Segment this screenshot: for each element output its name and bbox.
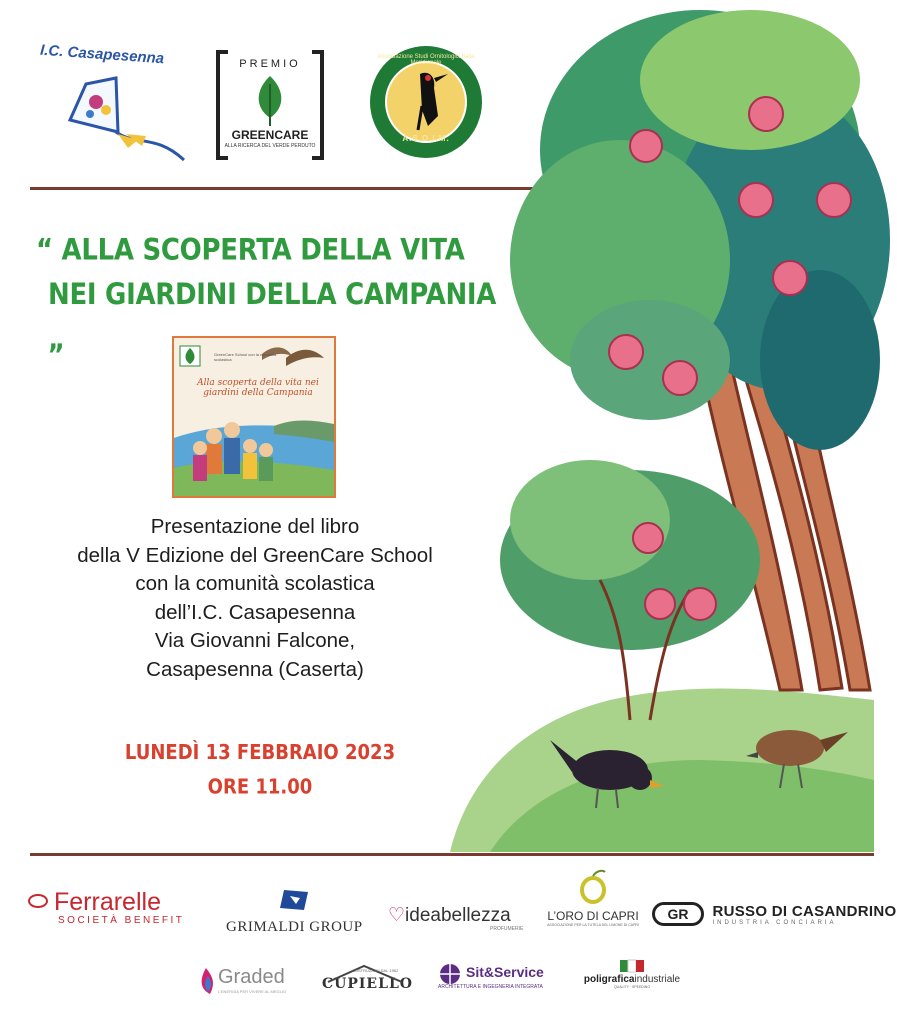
sponsor-sub: INDUSTRIA CONCIARIA: [712, 919, 837, 926]
sponsor-graded: [196, 966, 286, 994]
sponsor-sub: L’ENERGIA PER VIVERE AL MEGLIO: [218, 989, 287, 994]
poligrafica-flag-icon: [620, 960, 644, 976]
sponsor-name: GRIMALDI GROUP: [226, 919, 363, 935]
description-line: Presentazione del libro: [150, 515, 360, 538]
description-line: dell’I.C. Casapesenna: [154, 600, 356, 624]
sponsor-name: ideabellezza: [405, 905, 511, 926]
sponsor-oro-di-capri: [545, 870, 641, 927]
event-datetime: [110, 736, 410, 805]
graded-flame-icon: [196, 966, 218, 996]
logo-ic-casapesenna: [26, 42, 186, 164]
description-line: della V Edizione del GreenCare School: [77, 543, 433, 567]
sponsor-poligrafica: [582, 962, 682, 989]
title-line-1: “ ALLA SCOPERTA DELLA VITA: [36, 233, 465, 268]
description-line: Via Giovanni Falcone,: [154, 629, 356, 652]
event-date: LUNEDÌ 13 FEBBRAIO 2023: [124, 740, 396, 765]
book-header: GreenCare School con la comunità scolastica: [214, 352, 277, 362]
premio-label: PREMIO: [239, 58, 301, 70]
sponsor-ferrarelle: [28, 888, 184, 926]
school-name: I.C. Casapesenna: [39, 41, 165, 68]
sponsor-name: Graded: [218, 966, 285, 988]
kite-icon: [56, 74, 186, 164]
sponsor-russo: [652, 902, 897, 926]
sponsor-sub: ARCHITETTURA E INGEGNERIA INTEGRATA: [438, 984, 543, 990]
greencare-label: GREENCARE: [231, 128, 309, 142]
book-cover: [172, 336, 336, 498]
description-line: con la comunità scolastica: [135, 572, 375, 595]
sponsor-sit-service: [438, 964, 544, 990]
event-time: ORE 11.00: [207, 775, 313, 800]
sponsor-sub: ASSOCIAZIONE PER LA TUTELA DEL LIMONE DI CAPRI: [547, 923, 639, 927]
ferrarelle-logo-icon: [28, 894, 48, 908]
greencare-tagline: ALLA RICERCA DEL VERDE PERDUTO: [224, 143, 316, 149]
cupiello-tag: COSTRUZIONI DAL 1962: [352, 968, 399, 973]
sponsor-name: Ferrarelle: [54, 888, 161, 916]
description-line: Casapesenna (Caserta): [146, 657, 364, 681]
sponsor-name: CUPIELLO: [322, 976, 413, 992]
book-cover-title: Alla scoperta della vita nei giardini della Campania: [197, 378, 319, 398]
sponsor-sub: QUALITY · SPEEDING: [613, 985, 651, 989]
sit-globe-icon: [438, 962, 462, 986]
sponsor-name: RUSSO DI CASANDRINO: [712, 902, 897, 920]
heart-icon: ♡: [388, 905, 406, 926]
sponsor-cupiello: [322, 964, 413, 992]
sponsor-sub: SOCIETÀ BENEFIT: [58, 915, 185, 926]
sponsor-name: Sit&Service: [466, 964, 544, 980]
event-description: [40, 513, 470, 684]
garden-illustration: [450, 0, 874, 852]
sponsor-name-a: poligrafica: [583, 974, 635, 985]
leaf-icon: [253, 74, 287, 126]
sponsor-sub: PROFUMERIE: [490, 926, 524, 932]
lemon-icon: [573, 870, 613, 904]
grimaldi-flag-icon: [276, 888, 312, 912]
title-line-2: NEI GIARDINI DELLA CAMPANIA „: [48, 278, 497, 357]
gr-logo-icon: GR: [652, 902, 704, 926]
asoim-name: Associazione Studi Ornitologici Italia Meridionale: [377, 54, 475, 66]
sponsor-grimaldi: [226, 888, 363, 936]
asoim-acronym: A.S.O.I.M.: [402, 134, 450, 143]
sponsor-ideabellezza: [388, 904, 524, 932]
sponsor-name-b: industriale: [634, 974, 681, 985]
logo-premio-greencare: [216, 50, 324, 160]
cupiello-roof-icon: [322, 964, 406, 984]
divider-bottom: [30, 853, 874, 856]
sponsor-name: L’ORO DI CAPRI: [547, 909, 639, 923]
